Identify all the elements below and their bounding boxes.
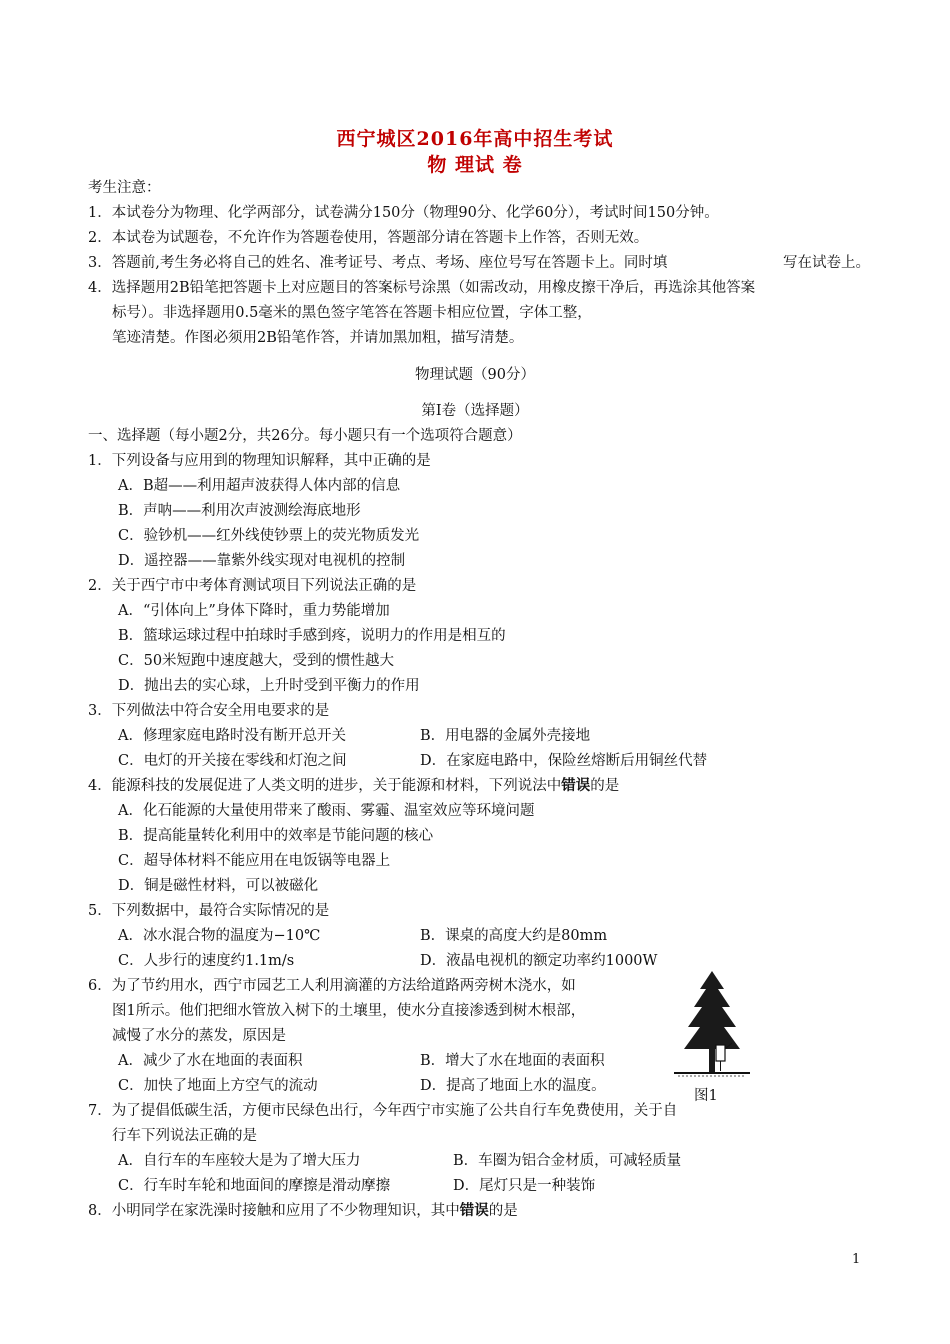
exam-title-line1: 西宁城区2016年高中招生考试 bbox=[336, 128, 614, 150]
option-c: C．超导体材料不能应用在电饭锅等电器上 bbox=[118, 853, 391, 869]
stem-text: 4．能源科技的发展促进了人类文明的进步，关于能源和材料，下列说法中 bbox=[88, 778, 562, 794]
stem-emphasis: 错误 bbox=[459, 1202, 489, 1219]
option-a: A．冰水混合物的温度为−10℃ bbox=[118, 928, 321, 944]
option-c: C．50米短跑中速度越大，受到的惯性越大 bbox=[118, 653, 395, 669]
option-c: C．行车时车轮和地面间的摩擦是滑动摩擦 bbox=[118, 1178, 391, 1194]
option-c: C．验钞机——红外线使钞票上的荧光物质发光 bbox=[118, 528, 420, 544]
question-stem bbox=[88, 1202, 518, 1220]
question-stem: 行车下列说法正确的是 bbox=[112, 1128, 257, 1144]
notice-item: 写在试卷上。 bbox=[783, 255, 870, 271]
notice-item: 笔迹清楚。作图必须用2B铅笔作答，并请加黑加粗，描写清楚。 bbox=[112, 330, 524, 346]
question-stem: 1．下列设备与应用到的物理知识解释，其中正确的是 bbox=[88, 453, 431, 469]
notice-item: 4．选择题用2B铅笔把答题卡上对应题目的答案标号涂黑（如需改动，用橡皮擦干净后，再选涂其他答案 bbox=[88, 280, 756, 296]
question-stem: 图1所示。他们把细水管放入树下的土壤里，使水分直接渗透到树木根部， bbox=[112, 1003, 586, 1019]
stem-emphasis: 错误 bbox=[561, 777, 591, 794]
figure-caption: 图1 bbox=[694, 1088, 718, 1104]
question-stem: 7．为了提倡低碳生活，方便市民绿色出行，今年西宁市实施了公共自行车免费使用，关于自 bbox=[88, 1103, 678, 1119]
option-a: A．自行车的车座较大是为了增大压力 bbox=[118, 1153, 361, 1169]
option-d: D．铜是磁性材料，可以被磁化 bbox=[118, 878, 319, 894]
tree-drip-irrigation-figure bbox=[672, 967, 752, 1087]
option-b: B．篮球运球过程中拍球时手感到疼，说明力的作用是相互的 bbox=[118, 628, 506, 644]
question-stem: 减慢了水分的蒸发，原因是 bbox=[112, 1028, 286, 1044]
option-a: A．化石能源的大量使用带来了酸雨、雾霾、温室效应等环境问题 bbox=[118, 803, 535, 819]
part-title: 第Ⅰ卷（选择题） bbox=[421, 403, 529, 419]
option-b: B．用电器的金属外壳接地 bbox=[420, 728, 591, 744]
notice-heading: 考生注意： bbox=[88, 180, 161, 196]
question-stem bbox=[88, 777, 619, 795]
question-stem: 5．下列数据中，最符合实际情况的是 bbox=[88, 903, 330, 919]
option-d: D．在家庭电路中，保险丝熔断后用铜丝代替 bbox=[420, 753, 708, 769]
question-stem: 6．为了节约用水，西宁市园艺工人利用滴灌的方法给道路两旁树木浇水，如 bbox=[88, 978, 576, 994]
option-b: B．增大了水在地面的表面积 bbox=[420, 1053, 605, 1069]
notice-item: 2．本试卷为试题卷，不允许作为答题卷使用，答题部分请在答题卡上作答，否则无效。 bbox=[88, 230, 649, 246]
exam-title-line2: 物 理试 卷 bbox=[427, 154, 523, 176]
section-title: 物理试题（90分） bbox=[415, 367, 535, 383]
option-c: C．电灯的开关接在零线和灯泡之间 bbox=[118, 753, 347, 769]
section-one-heading: 一、选择题（每小题2分，共26分。每小题只有一个选项符合题意） bbox=[88, 428, 522, 444]
option-b: B．声呐——利用次声波测绘海底地形 bbox=[118, 503, 361, 519]
option-a: A．减少了水在地面的表面积 bbox=[118, 1053, 303, 1069]
option-d: D．抛出去的实心球，上升时受到平衡力的作用 bbox=[118, 678, 420, 694]
option-c: C．人步行的速度约1.1m/s bbox=[118, 953, 295, 969]
option-c: C．加快了地面上方空气的流动 bbox=[118, 1078, 318, 1094]
option-d: D．液晶电视机的额定功率约1000W bbox=[420, 953, 658, 969]
stem-text: 的是 bbox=[488, 1203, 518, 1219]
option-b: B．车圈为铝合金材质，可减轻质量 bbox=[453, 1153, 682, 1169]
question-stem: 2．关于西宁市中考体育测试项目下列说法正确的是 bbox=[88, 578, 417, 594]
option-d: D．尾灯只是一种装饰 bbox=[453, 1178, 596, 1194]
option-b: B．课桌的高度大约是80mm bbox=[420, 928, 608, 944]
notice-item: 标号）。非选择题用0.5毫米的黑色签字笔答在答题卡相应位置，字体工整， bbox=[112, 305, 592, 321]
notice-item: 3．答题前,考生务必将自己的姓名、准考证号、考点、考场、座位号写在答题卡上。同时填 bbox=[88, 255, 668, 271]
option-b: B．提高能量转化利用中的效率是节能问题的核心 bbox=[118, 828, 434, 844]
stem-text: 的是 bbox=[590, 778, 620, 794]
page-number: 1 bbox=[852, 1252, 861, 1267]
option-d: D．遥控器——靠紫外线实现对电视机的控制 bbox=[118, 553, 406, 569]
stem-text: 8．小明同学在家洗澡时接触和应用了不少物理知识，其中 bbox=[88, 1203, 460, 1219]
question-stem: 3．下列做法中符合安全用电要求的是 bbox=[88, 703, 330, 719]
option-a: A．B超——利用超声波获得人体内部的信息 bbox=[118, 478, 401, 494]
notice-item: 1．本试卷分为物理、化学两部分，试卷满分150分（物理90分、化学60分），考试时间150分钟。 bbox=[88, 205, 719, 221]
option-a: A．修理家庭电路时没有断开总开关 bbox=[118, 728, 346, 744]
option-a: A．“引体向上”身体下降时，重力势能增加 bbox=[118, 603, 390, 619]
option-d: D．提高了地面上水的温度。 bbox=[420, 1078, 606, 1094]
